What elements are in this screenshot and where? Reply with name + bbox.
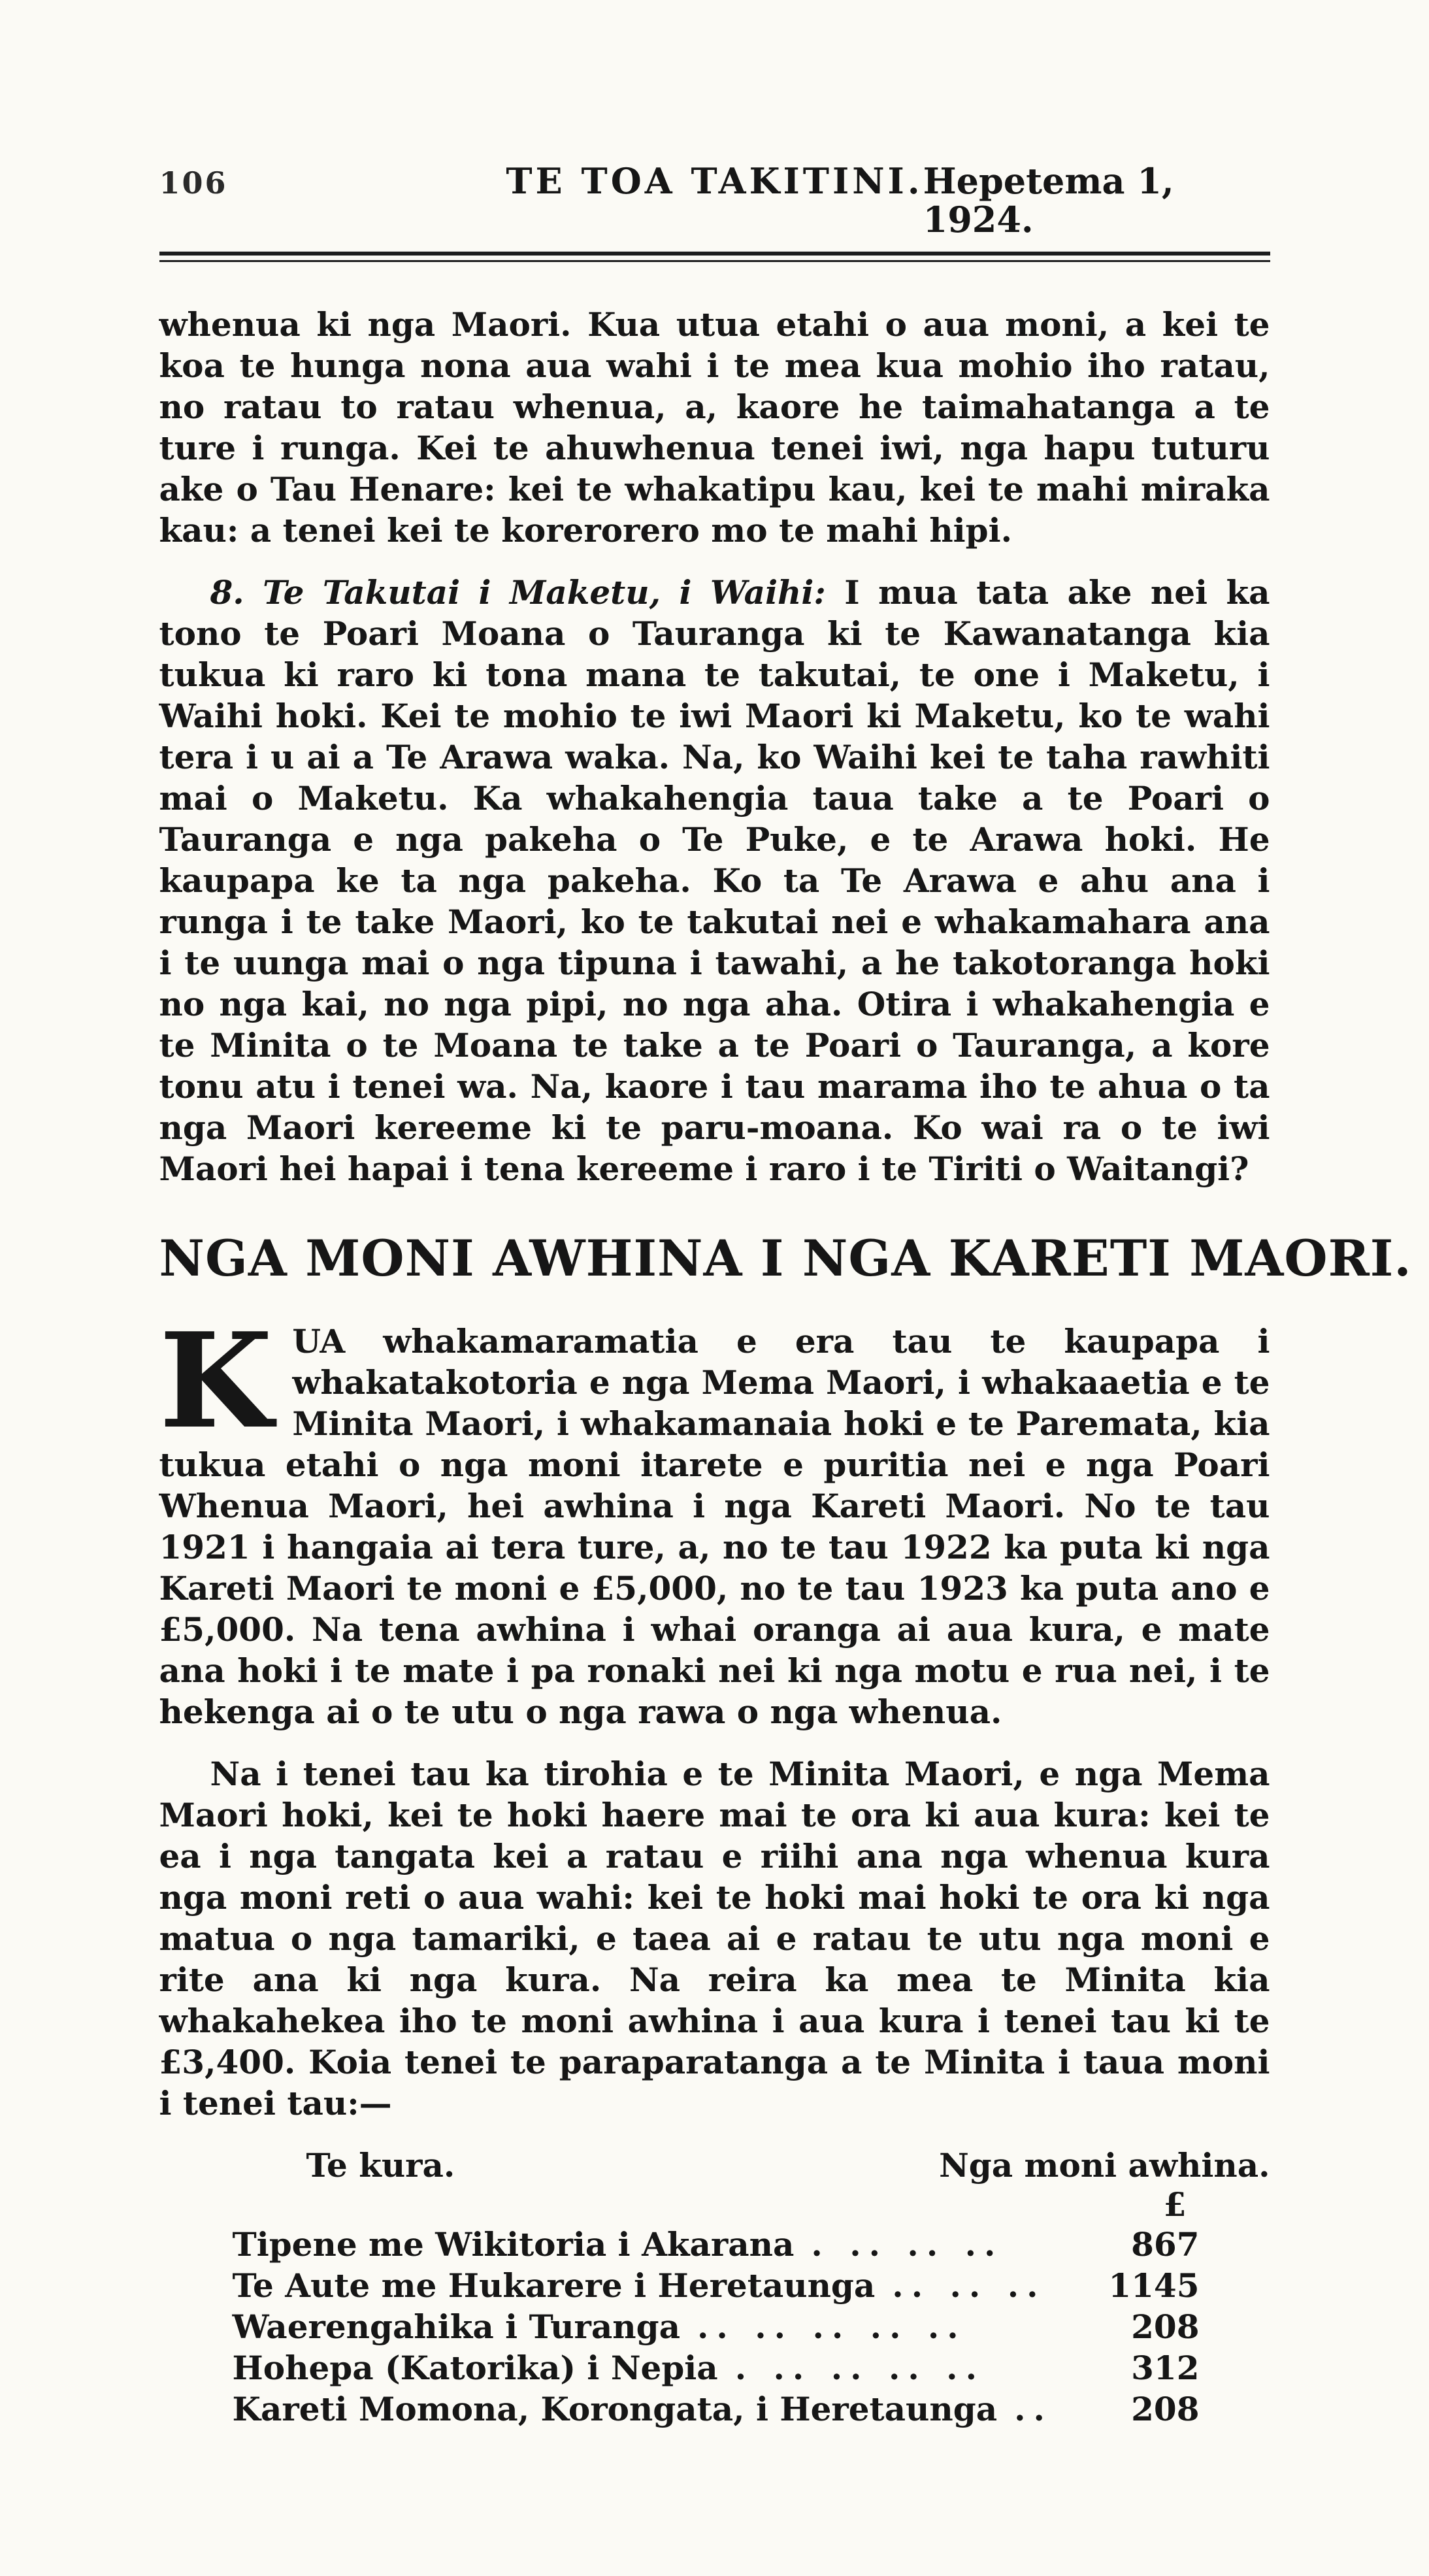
dot-leaders: .. .. .. .. ..	[697, 2307, 966, 2347]
funding-amount: 208	[1131, 2390, 1200, 2429]
item-8-text: I mua tata ake nei ka tono te Poari Moana o Tauranga ki te Kawanatanga kia tukua ki raro ki tona mana te takutai, te one i Maketu, i Waihi hoki. Kei te mohio te iwi Maori ki Maketu, ko te wahi tera i u ai a Te Arawa waka. Na, ko Waihi kei te taha rawhiti mai o Maketu. Ka whakahengia taua take a te Poari o Tauranga e nga pakeha o Te Puke, e te Arawa hoki. He kaupapa ke ta nga pakeha. Ko ta Te Arawa e ahu ana i runga i te take Maori, ko te takutai nei e whakamahara ana i te uunga mai o nga tipuna i tawahi, a he takotoranga hoki no nga kai, no nga pipi, no nga aha. Otira i whakahengia e te Minita o te Moana te take a te Poari o Tauranga, a kore tonu atu i tenei wa. Na, kaore i tau marama iho te ahua o ta nga Maori kereeme ki te paru-moana. Ko wai ra o te iwi Maori hei hapai i tena kereeme i raro i te Tiriti o Waitangi?	[159, 572, 1270, 1188]
dropcap-paragraph-text: UA whakamaramatia e era tau te kaupapa i whakatakotoria e nga Mema Maori, i whakaaetia e te Minita Maori, i whakamanaia hoki e te Paremata, kia tukua etahi o nga moni itarete e puritia nei e nga Poari Whenua Maori, hei awhina i nga Kareti Maori. No te tau 1921 i hangaia ai tera ture, a, no te tau 1922 ka puta ki nga Kareti Maori te moni e £5,000, no te tau 1923 ka puta ano e £5,000. Na tena awhina i whai oranga ai aua kura, e mate ana hoki i te mate i pa ronaki nei ki nga motu e rua nei, i te hekenga ai o te utu o nga rawa o nga whenua.	[159, 1322, 1270, 1732]
second-paragraph: Na i tenei tau ka tirohia e te Minita Maori, e nga Mema Maori hoki, kei te hoki haere mai te ora ki aua kura: kei te ea i nga tangata kei a ratau e riihi ana nga whenua kura nga moni reti o aua wahi: kei te hoki mai hoki te ora ki nga matua o nga tamariki, e taea ai e ratau te utu nga moni e rite ana ki nga kura. Na reira ka mea te Minita kia whakahekea iho te moni awhina i aua kura i tenei tau ki te £3,400. Koia tenei te paraparatanga a te Minita i taua moni i tenei tau:—	[159, 1755, 1270, 2123]
dot-leaders: ..	[1014, 2390, 1053, 2429]
school-name: Hohepa (Katorika) i Nepia	[232, 2349, 718, 2388]
school-name: Waerengahika i Turanga	[232, 2307, 680, 2347]
funding-table-header	[159, 2145, 1270, 2186]
masthead-title: TE TOA TAKITINI.	[506, 160, 923, 202]
dot-leaders: . .. .. .. ..	[734, 2349, 985, 2388]
item-8-paragraph	[159, 572, 1270, 1189]
funding-table	[159, 2145, 1270, 2430]
dropcap-letter: K	[159, 1304, 273, 1459]
article-body	[159, 304, 1412, 2430]
publication-date: Hepetema 1, 1924.	[923, 160, 1174, 241]
dot-leaders: . .. .. ..	[811, 2225, 1004, 2264]
continuation-paragraph: whenua ki nga Maori. Kua utua etahi o aua moni, a kei te koa te hunga nona aua wahi i te mea kua mohio iho ratau, no ratau to ratau whenua, a, kaore he taimahatanga a te ture i runga. Kei te ahuwhenua tenei iwi, nga hapu tuturu ake o Tau Henare: kei te whakatipu kau, kei te mahi miraka kau: a tenei kei te korerorero mo te mahi hipi.	[159, 305, 1270, 550]
school-name: Tipene me Wikitoria i Akarana	[232, 2225, 795, 2264]
dropcap-paragraph	[159, 1304, 1270, 1732]
page-number: 106	[159, 165, 228, 201]
funding-amount: 312	[1131, 2349, 1200, 2388]
table-row	[233, 2265, 1200, 2306]
funding-amount: 1145	[1108, 2266, 1200, 2305]
currency-symbol: £	[1163, 2185, 1187, 2224]
dot-leaders: .. .. ..	[892, 2266, 1046, 2305]
funding-amount: 208	[1131, 2307, 1200, 2347]
school-name: Te Aute me Hukarere i Heretaunga	[232, 2266, 876, 2305]
page-content-column	[159, 0, 1412, 2430]
table-row	[233, 2306, 1200, 2347]
table-row	[233, 2388, 1200, 2430]
school-name: Kareti Momona, Korongata, i Heretaunga	[232, 2390, 998, 2429]
table-row	[233, 2224, 1200, 2265]
table-row	[233, 2347, 1200, 2388]
page-header	[159, 162, 1270, 240]
funding-amount: 867	[1131, 2225, 1200, 2264]
header-divider-rule	[159, 252, 1270, 262]
column-header-amount: Nga moni awhina.	[939, 2146, 1270, 2185]
funding-table-rows	[159, 2224, 1270, 2430]
column-header-school: Te kura.	[306, 2146, 455, 2185]
article-heading: NGA MONI AWHINA I NGA KARETI MAORI.	[159, 1229, 1412, 1287]
item-8-title: 8. Te Takutai i Maketu, i Waihi:	[210, 572, 826, 612]
